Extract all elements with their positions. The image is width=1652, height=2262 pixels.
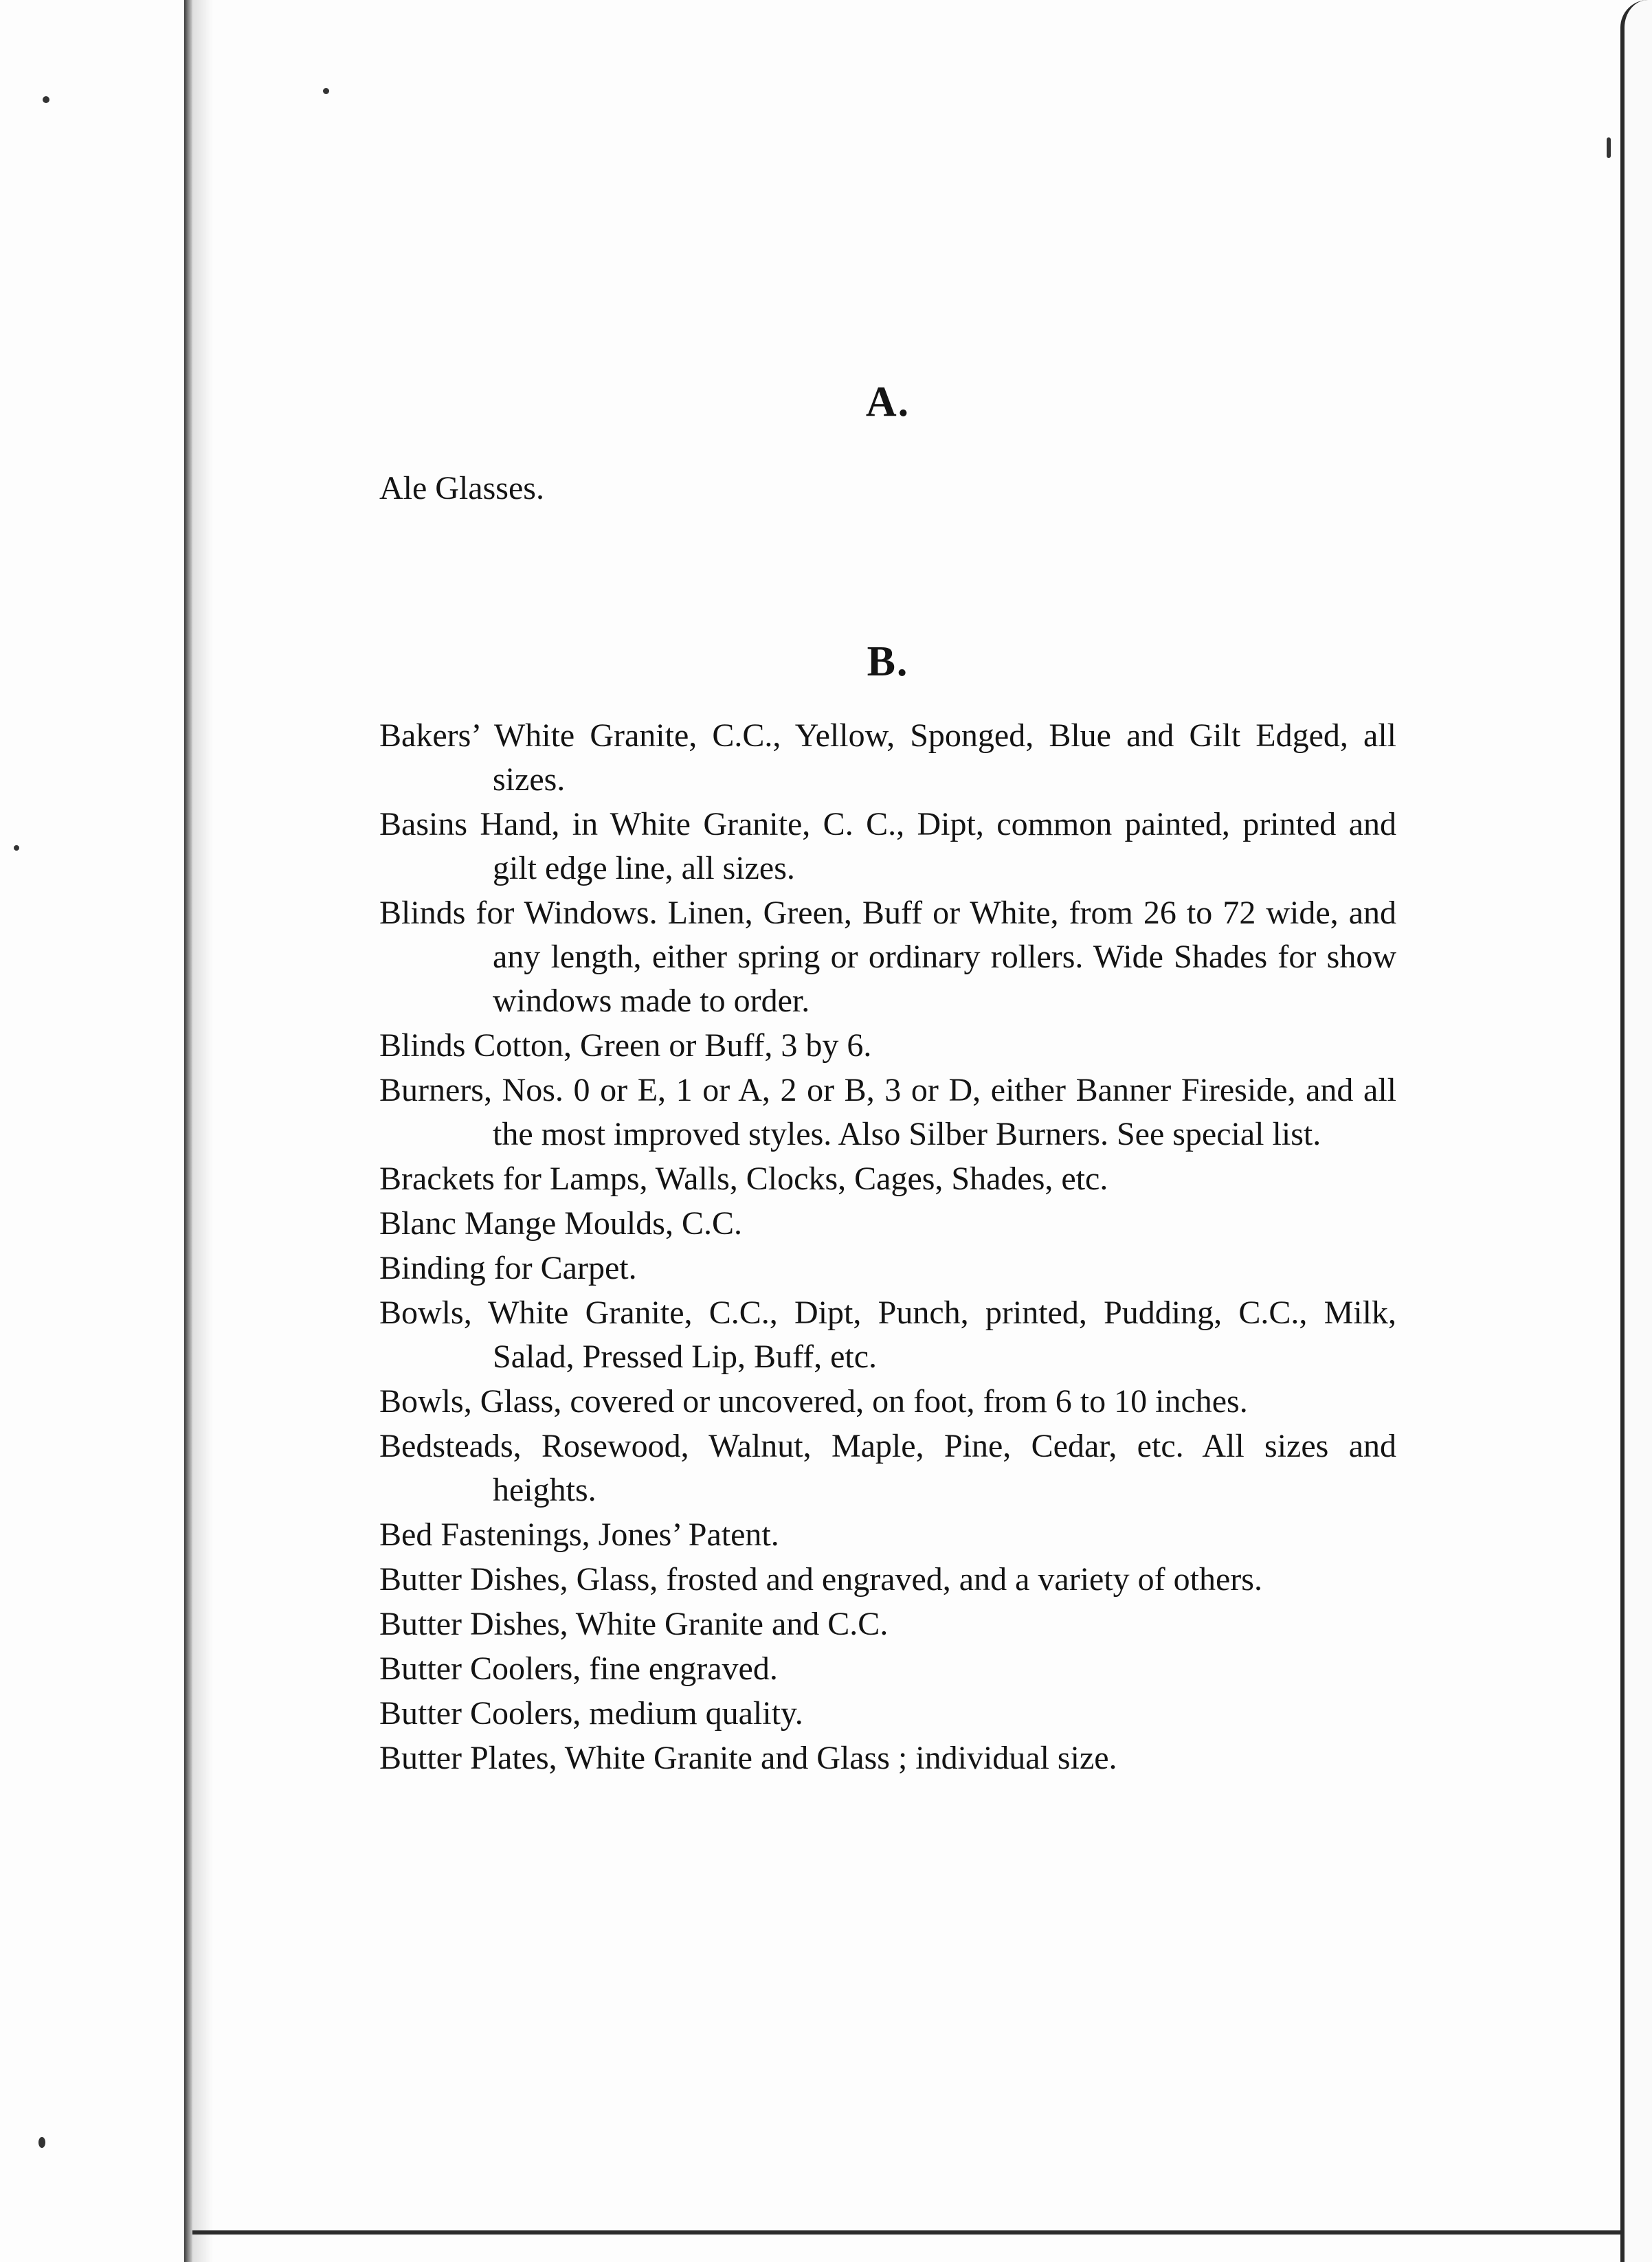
catalog-entry: Binding for Carpet. — [379, 1250, 637, 1286]
scan-speck — [1607, 137, 1611, 158]
catalog-entry: Burners, Nos. 0 or E, 1 or A, 2 or B, 3 or D, either Banner Fireside, and all the most improved styles. Also Silber Burners. See special list. — [379, 1072, 1396, 1152]
catalog-entry: Bowls, Glass, covered or uncovered, on foot, from 6 to 10 inches. — [379, 1383, 1248, 1420]
catalog-entry: Bed Fastenings, Jones’ Patent. — [379, 1516, 779, 1553]
catalog-entry: Butter Dishes, White Granite and C.C. — [379, 1606, 889, 1642]
scan-speck — [43, 96, 49, 103]
catalog-entry: Butter Coolers, medium quality. — [379, 1695, 803, 1732]
page-bottom-edge — [192, 2230, 1622, 2235]
binding-shadow — [192, 0, 213, 2262]
catalog-entry: Butter Dishes, Glass, frosted and engraved, and a variety of others. — [379, 1561, 1262, 1598]
catalog-entry: Blinds Cotton, Green or Buff, 3 by 6. — [379, 1027, 872, 1064]
catalog-entry: Butter Plates, White Granite and Glass ; individual size. — [379, 1740, 1117, 1776]
catalog-entry: Brackets for Lamps, Walls, Clocks, Cages, Shades, etc. — [379, 1161, 1108, 1197]
catalog-entry: Blanc Mange Moulds, C.C. — [379, 1205, 742, 1242]
catalog-index-content — [379, 374, 1396, 1781]
scan-speck — [38, 2137, 45, 2148]
catalog-entry: Bakers’ White Granite, C.C., Yellow, Sponged, Blue and Gilt Edged, all sizes. — [379, 717, 1396, 798]
catalog-entry: Bedsteads, Rosewood, Walnut, Maple, Pine, Cedar, etc. All sizes and heights. — [379, 1428, 1396, 1508]
scan-speck — [14, 845, 19, 851]
scan-speck — [323, 88, 329, 94]
catalog-entry: Basins Hand, in White Granite, C. C., Dipt, common painted, printed and gilt edge line, all sizes. — [379, 806, 1396, 886]
section-heading-a: A. — [865, 379, 911, 425]
page-right-edge — [1620, 0, 1652, 2262]
catalog-entry: Ale Glasses. — [379, 470, 544, 506]
catalog-entry: Bowls, White Granite, C.C., Dipt, Punch, printed, Pudding, C.C., Milk, Salad, Pressed Lip, Buff, etc. — [379, 1295, 1396, 1375]
catalog-entry: Butter Coolers, fine engraved. — [379, 1650, 778, 1687]
section-heading-b: B. — [867, 638, 909, 685]
catalog-entry: Blinds for Windows. Linen, Green, Buff or White, from 26 to 72 wide, and any length, either spring or ordinary rollers. Wide Shades for show windows made to order. — [379, 895, 1396, 1019]
book-binding-edge — [184, 0, 192, 2262]
